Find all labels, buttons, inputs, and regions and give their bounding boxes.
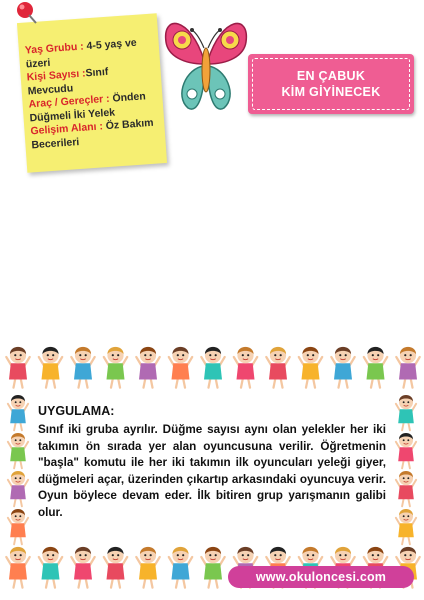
instructions-heading: UYGULAMA: [38, 404, 115, 418]
title-line-2: KİM GİYİNECEK [281, 85, 381, 99]
child-figure [396, 347, 419, 388]
title-banner [248, 54, 414, 114]
child-figure [104, 547, 127, 588]
child-figure [201, 547, 224, 588]
development-area-value: Öz Bakım Becerileri [31, 116, 154, 151]
child-figure [169, 547, 192, 588]
child-figure [201, 347, 224, 388]
people-count-value: Sınıf Mevcudu [27, 65, 109, 97]
child-figure [71, 547, 94, 588]
child-figure [234, 347, 257, 388]
pushpin-icon [14, 0, 40, 26]
child-figure [169, 347, 192, 388]
butterfly-illustration [160, 8, 252, 120]
child-figure [39, 547, 62, 588]
child-figure [299, 347, 322, 388]
info-list [24, 36, 161, 153]
child-figure [6, 347, 29, 388]
child-figure [71, 347, 94, 388]
child-figure [396, 471, 416, 506]
child-figure [39, 347, 62, 388]
child-figure [396, 509, 416, 544]
child-figure [8, 433, 28, 468]
instructions-section [38, 404, 386, 544]
title-line-1: EN ÇABUK [296, 69, 366, 83]
child-figure [8, 509, 28, 544]
age-group-value: 4-5 yaş ve üzeri [25, 36, 138, 71]
website-link[interactable]: www.okuloncesi.com [228, 566, 414, 588]
child-figure [396, 395, 416, 430]
child-figure [8, 471, 28, 506]
instructions-body: Sınıf iki gruba ayrılır. Düğme sayısı aynı olan yelekler her iki takımın ön sırada yer alan oyuncusuna verilir. Öğretmenin "başla" komutu ile her iki takımın ilk oyuncuları yeleği giyer, düğmeleri açar, üzerinden çıkartıp arkasındaki oyuncuya verir. Oyun böylece devam eder. İlk bitiren grup yarışmanın galibi olur. [38, 423, 386, 519]
child-figure [6, 547, 29, 588]
development-area-label: Gelişim Alanı : [30, 120, 104, 138]
tools-label: Araç / Gereçler : [28, 92, 111, 111]
people-count-label: Kişi Sayısı : [26, 67, 86, 84]
tools-value: Önden Düğmeli İki Yelek [29, 90, 147, 124]
info-sticky-note [17, 13, 167, 172]
child-figure [136, 547, 159, 588]
child-figure [396, 433, 416, 468]
child-figure [104, 347, 127, 388]
child-figure [364, 347, 387, 388]
child-figure [266, 347, 289, 388]
title-banner-border [252, 58, 410, 110]
child-figure [136, 347, 159, 388]
child-figure [331, 347, 354, 388]
child-figure [8, 395, 28, 430]
age-group-label: Yaş Grubu : [24, 40, 85, 57]
